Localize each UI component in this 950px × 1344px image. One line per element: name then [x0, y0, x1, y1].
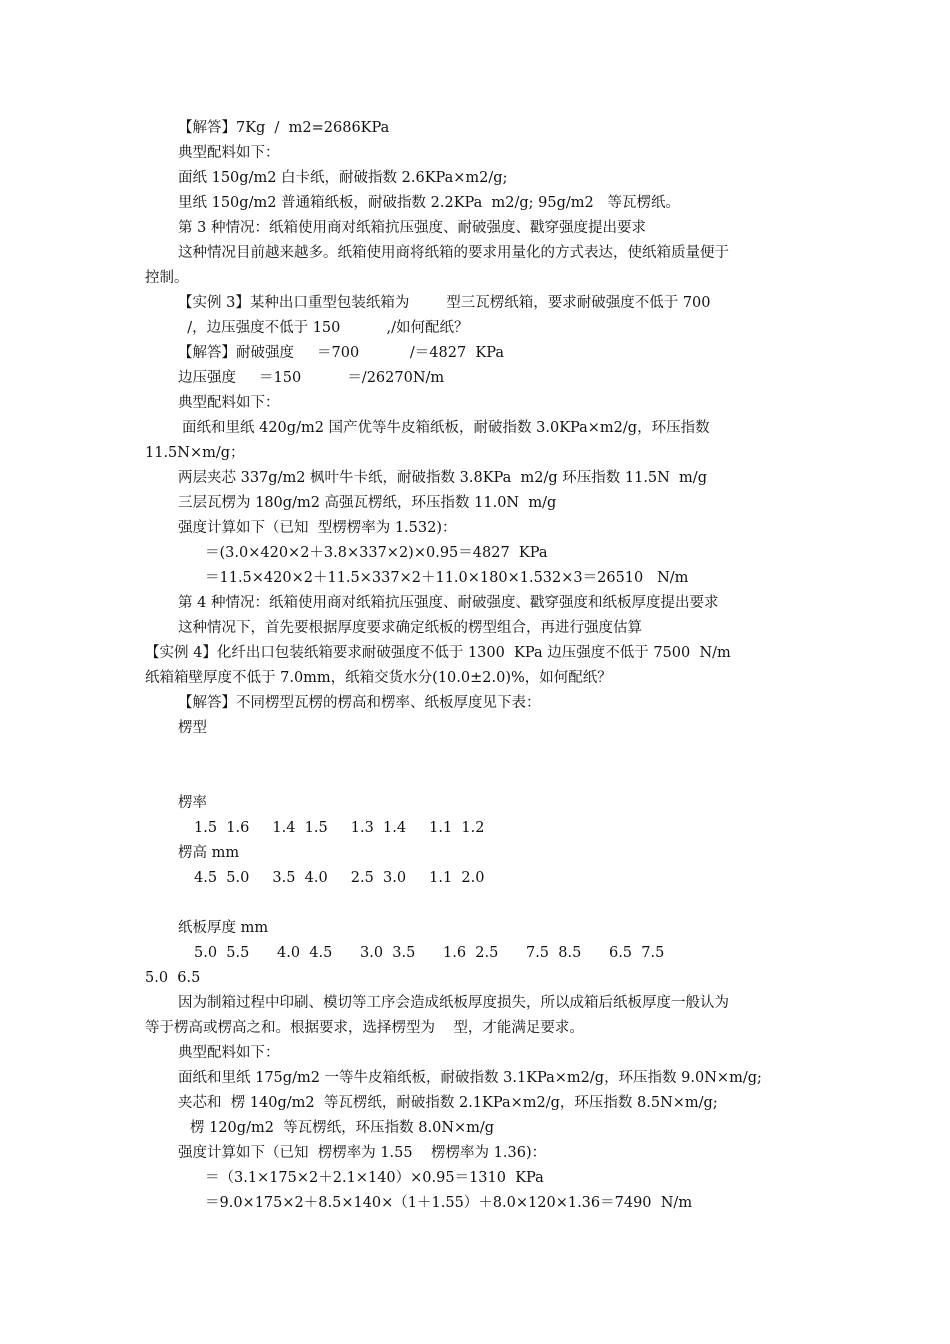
text-line: 楞型 — [178, 720, 207, 736]
text-line: 三层瓦楞为 180g/m2 高强瓦楞纸，环压指数 11.0N m/g — [178, 495, 557, 511]
text-line: 纸板厚度 mm — [178, 920, 269, 936]
text-line: 强度计算如下（已知 楞楞率为 1.55 楞楞率为 1.36)： — [178, 1145, 547, 1161]
text-line: 楞 120g/m2 等瓦楞纸，环压指数 8.0N×m/g — [190, 1120, 495, 1136]
text-line: 里纸 150g/m2 普通箱纸板，耐破指数 2.2KPa m2/g; 95g/m2 等瓦楞纸。 — [178, 195, 681, 211]
text-line: 楞率 — [178, 795, 207, 811]
text-line: 【实例 4】化纤出口包装纸箱要求耐破强度不低于 1300 KPa 边压强度不低于 7500 N/m — [145, 645, 731, 661]
text-line: 楞高 mm — [178, 845, 240, 861]
text-line: 边压强度 ＝150 ＝/26270N/m — [178, 370, 445, 386]
text-line: 【解答】7Kg / m2=2686KPa — [178, 120, 390, 136]
text-line: 【实例 3】某种出口重型包装纸箱为 型三瓦楞纸箱，要求耐破强度不低于 700 — [178, 295, 711, 311]
text-line: 因为制箱过程中印刷、模切等工序会造成纸板厚度损失，所以成箱后纸板厚度一般认为 — [178, 995, 729, 1011]
text-line: 面纸 150g/m2 白卡纸，耐破指数 2.6KPa×m2/g; — [178, 170, 508, 186]
text-line: 这种情况下，首先要根据厚度要求确定纸板的楞型组合，再进行强度估算 — [178, 620, 642, 636]
text-line: 面纸和里纸 175g/m2 一等牛皮箱纸板，耐破指数 3.1KPa×m2/g，环压指数 9.0N×m/g; — [178, 1070, 762, 1086]
text-line: 纸箱箱壁厚度不低于 7.0mm，纸箱交货水分(10.0±2.0)%，如何配纸？ — [145, 670, 612, 686]
text-line: ＝（3.1×175×2＋2.1×140）×0.95＝1310 KPa — [205, 1170, 544, 1186]
text-line: 强度计算如下（已知 型楞楞率为 1.532)： — [178, 520, 457, 536]
text-line: 4.5 5.0 3.5 4.0 2.5 3.0 1.1 2.0 — [194, 870, 485, 886]
text-line: /，边压强度不低于 150 ,/如何配纸？ — [178, 320, 469, 336]
text-line: 1.5 1.6 1.4 1.5 1.3 1.4 1.1 1.2 — [194, 820, 485, 836]
text-line: 第 4 种情况：纸箱使用商对纸箱抗压强度、耐破强度、戳穿强度和纸板厚度提出要求 — [178, 595, 719, 611]
text-line: 典型配料如下： — [178, 1045, 280, 1061]
text-line: 这种情况目前越来越多。纸箱使用商将纸箱的要求用量化的方式表达，使纸箱质量便于 — [178, 245, 729, 261]
text-line: 等于楞高或楞高之和。根据要求，选择楞型为 型，才能满足要求。 — [145, 1020, 584, 1036]
text-line: 5.0 6.5 — [145, 970, 201, 986]
text-line: 两层夹芯 337g/m2 枫叶牛卡纸，耐破指数 3.8KPa m2/g 环压指数 11.5N m/g — [178, 470, 707, 486]
text-line: 面纸和里纸 420g/m2 国产优等牛皮箱纸板，耐破指数 3.0KPa×m2/g，环压指数 — [182, 420, 710, 436]
text-line: 控制。 — [145, 270, 189, 286]
text-line: 11.5N×m/g； — [145, 445, 245, 461]
text-line: ＝(3.0×420×2＋3.8×337×2)×0.95＝4827 KPa — [205, 545, 548, 561]
text-line: 【解答】耐破强度 ＝700 /＝4827 KPa — [178, 345, 505, 361]
text-line: 5.0 5.5 4.0 4.5 3.0 3.5 1.6 2.5 7.5 8.5 6.5 7.5 — [194, 945, 665, 961]
text-line: ＝11.5×420×2＋11.5×337×2＋11.0×180×1.532×3＝26510 N/m — [205, 570, 689, 586]
text-line: 第 3 种情况：纸箱使用商对纸箱抗压强度、耐破强度、戳穿强度提出要求 — [178, 220, 646, 236]
text-line: 夹芯和 楞 140g/m2 等瓦楞纸，耐破指数 2.1KPa×m2/g，环压指数 8.5N×m/g; — [178, 1095, 718, 1111]
text-line: 【解答】不同楞型瓦楞的楞高和楞率、纸板厚度见下表： — [178, 695, 541, 711]
text-line: ＝9.0×175×2＋8.5×140×（1＋1.55）＋8.0×120×1.36＝7490 N/m — [205, 1195, 693, 1211]
text-line: 典型配料如下： — [178, 395, 280, 411]
text-line: 典型配料如下： — [178, 145, 280, 161]
